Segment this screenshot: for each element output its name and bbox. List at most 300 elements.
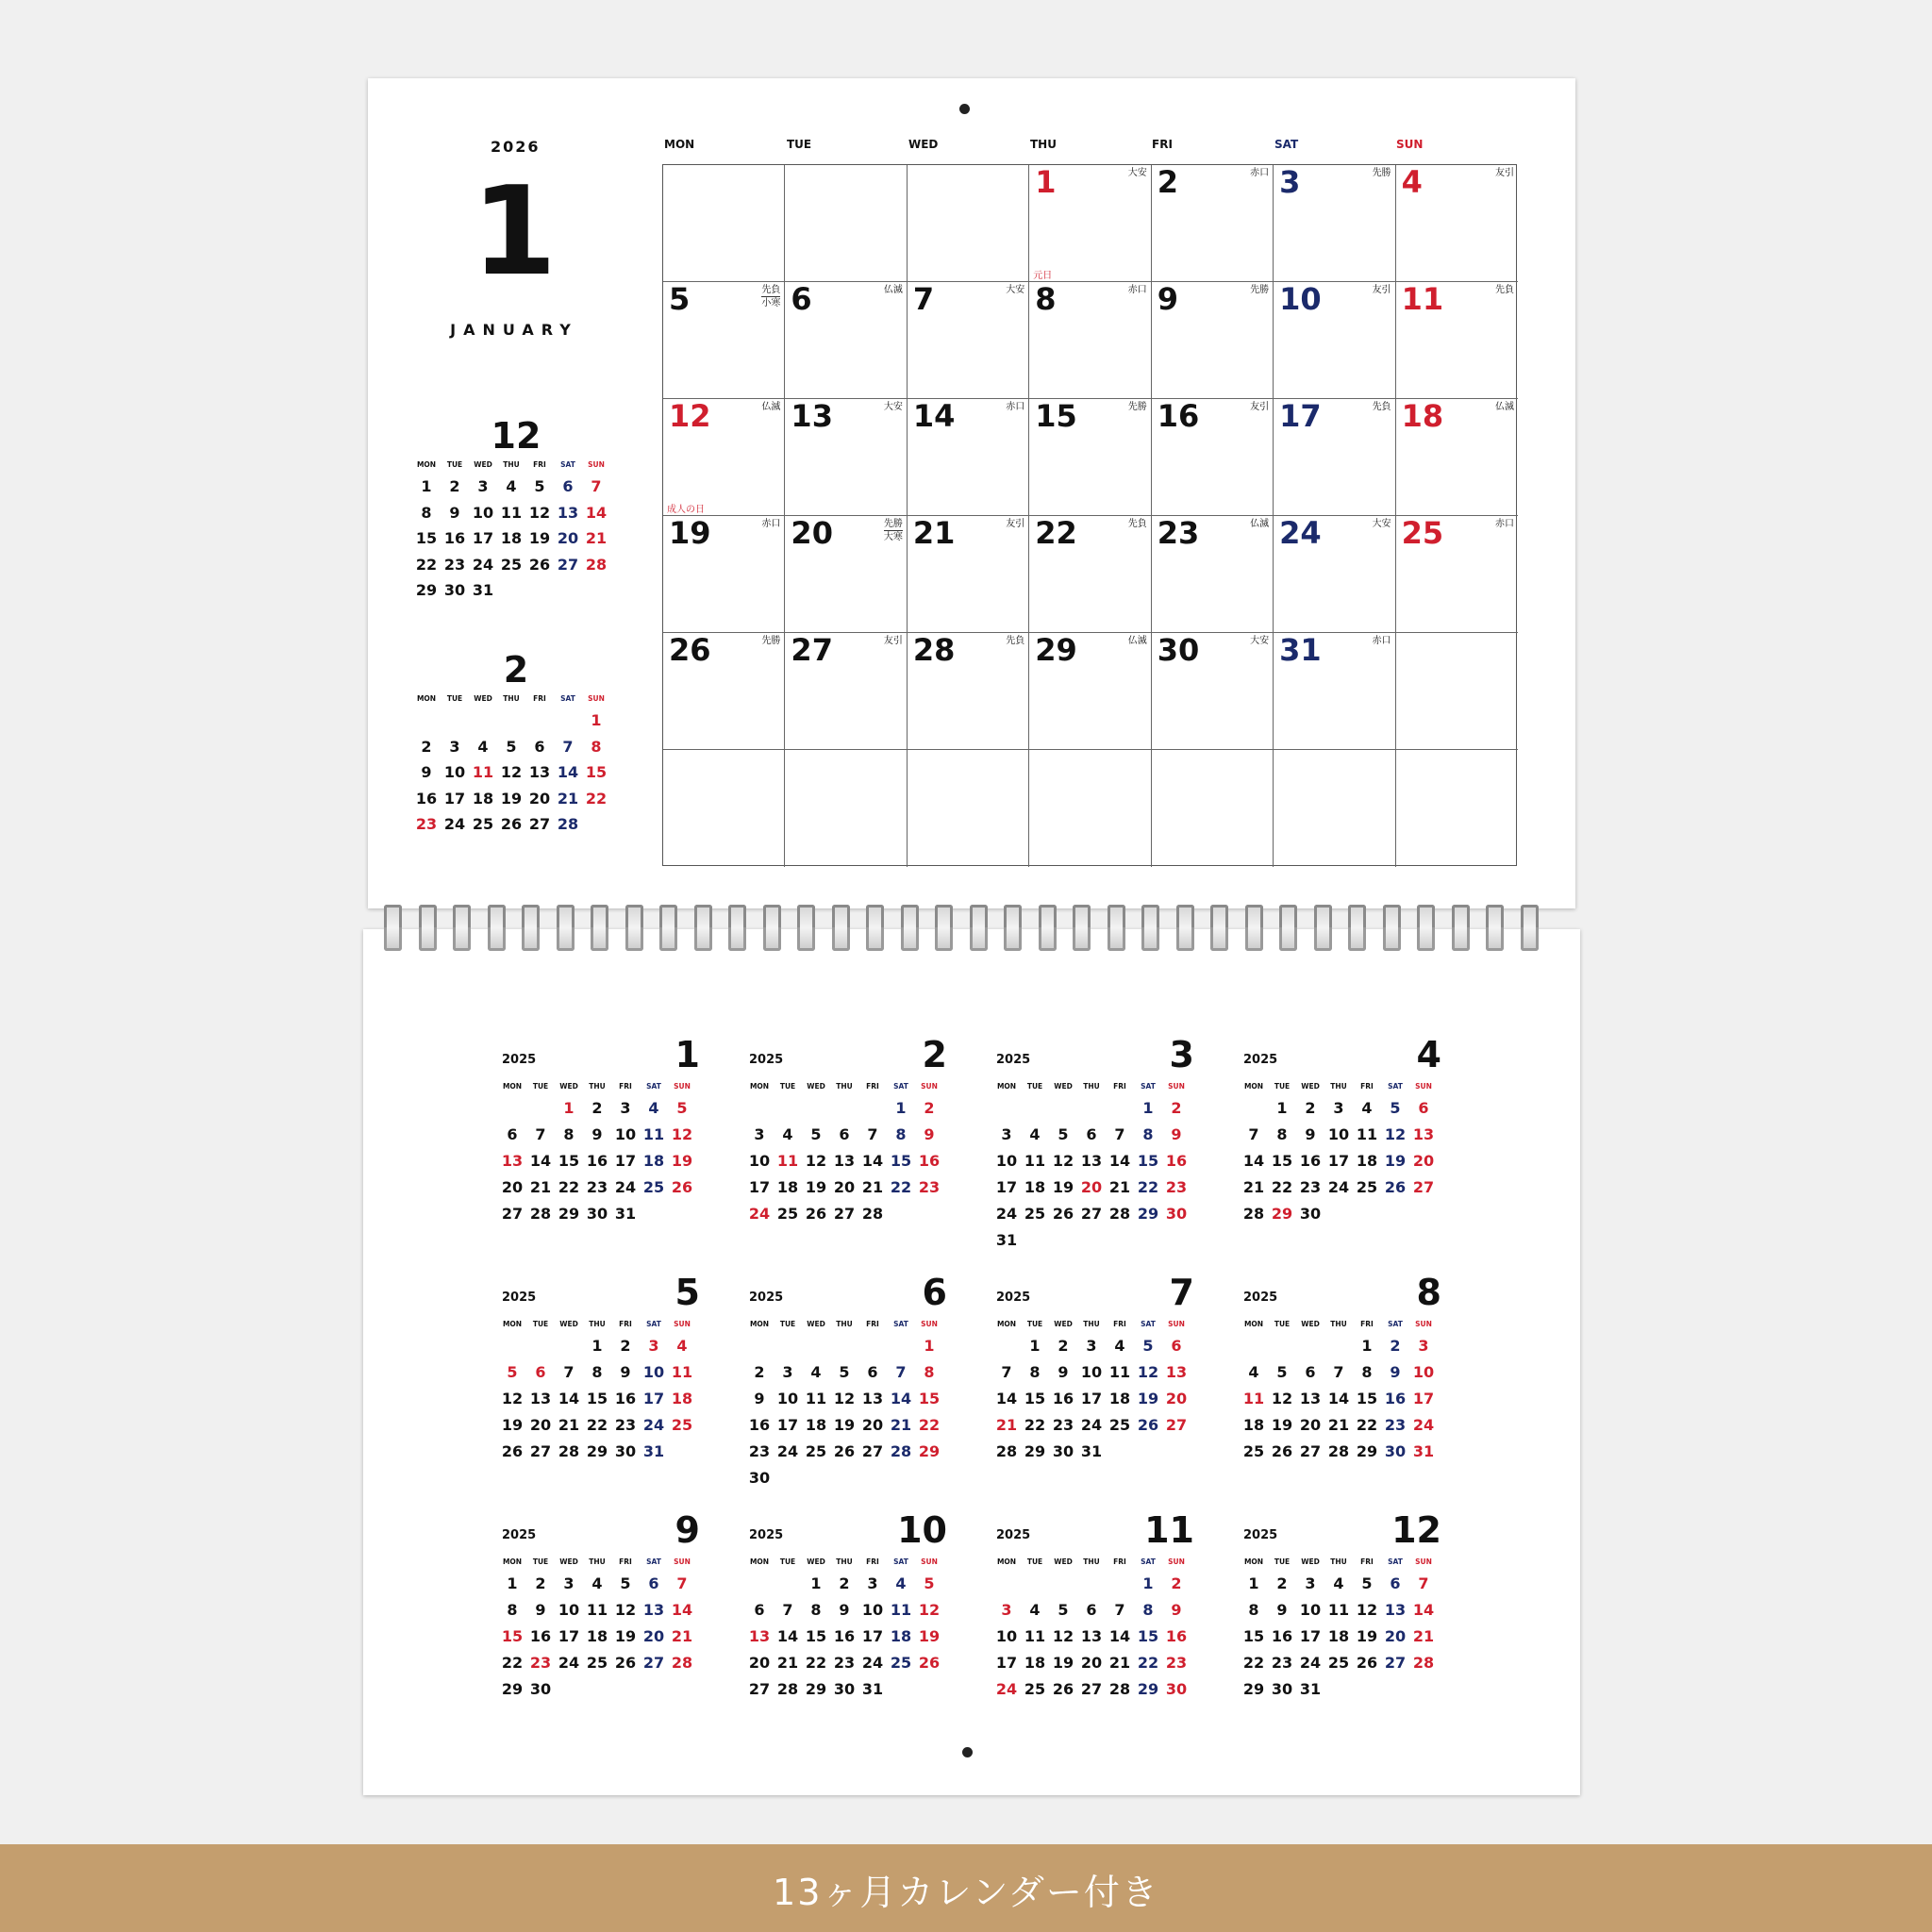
mini-day: 8 (895, 1125, 907, 1143)
mini-day: 14 (1242, 1152, 1265, 1170)
mini-day: 20 (1412, 1152, 1435, 1170)
day-cell (908, 399, 1029, 516)
rokuyo-label: 赤口 (1006, 402, 1025, 412)
mini-day: 10 (995, 1627, 1018, 1645)
coil-top (557, 905, 575, 928)
day-number: 12 (669, 398, 711, 434)
mini-day: 3 (648, 1337, 659, 1355)
mini-day: 21 (1412, 1627, 1435, 1645)
mini-day: 1 (1248, 1574, 1259, 1592)
mini-day: 21 (890, 1416, 912, 1434)
mini-day: 27 (833, 1205, 856, 1223)
mini-day: 13 (1299, 1390, 1322, 1407)
mini-day: 29 (1242, 1680, 1265, 1698)
day-cell (663, 282, 785, 399)
mini-day: 7 (562, 737, 574, 756)
coil-bottom (625, 927, 643, 951)
day-number: 18 (1401, 398, 1444, 434)
mini-day: 29 (1137, 1680, 1159, 1698)
mini-day: 15 (1356, 1390, 1378, 1407)
mini-day: 30 (748, 1469, 771, 1487)
mini-day: 9 (1171, 1601, 1182, 1619)
mini-day: 16 (1165, 1627, 1188, 1645)
mini-day: 23 (1165, 1654, 1188, 1672)
rokuyo-label: 赤口 (1494, 519, 1514, 529)
coil-bottom (591, 927, 608, 951)
day-cell (1029, 399, 1151, 516)
mini-weekday: THU (1330, 1320, 1347, 1328)
coil-bottom (488, 927, 506, 951)
mini-day: 7 (535, 1125, 546, 1143)
mini-weekday: SAT (893, 1320, 908, 1328)
mini-day: 11 (1327, 1601, 1350, 1619)
mini-weekday: WED (1301, 1320, 1320, 1328)
coil-top (797, 905, 815, 928)
mini-day: 18 (1024, 1178, 1046, 1196)
day-cell (1152, 399, 1274, 516)
weekday-label: FRI (1152, 138, 1173, 151)
mini-day: 9 (1171, 1125, 1182, 1143)
mini-day: 19 (918, 1627, 941, 1645)
mini-day: 1 (563, 1099, 575, 1117)
mini-month-number: 6 (922, 1272, 947, 1313)
mini-weekday: WED (559, 1082, 578, 1091)
binding-coil (761, 905, 777, 952)
mini-day: 25 (642, 1178, 665, 1196)
mini-day: 23 (415, 815, 438, 833)
mini-day: 3 (1418, 1337, 1429, 1355)
mini-weekday: FRI (1113, 1082, 1126, 1091)
mini-day: 2 (1171, 1574, 1182, 1592)
mini-day: 17 (861, 1627, 884, 1645)
day-number: 23 (1157, 515, 1200, 551)
mini-day: 24 (861, 1654, 884, 1672)
mini-weekday: FRI (533, 694, 546, 703)
day-cell (1152, 282, 1274, 399)
mini-weekday: FRI (1113, 1320, 1126, 1328)
mini-day: 12 (1384, 1125, 1407, 1143)
day-number: 1 (1035, 164, 1057, 200)
mini-day: 9 (1305, 1125, 1316, 1143)
mini-day: 5 (534, 477, 545, 495)
binding-coil (1243, 905, 1259, 952)
mini-day: 13 (1165, 1363, 1188, 1381)
mini-day: 22 (1356, 1416, 1378, 1434)
mini-day: 26 (1052, 1205, 1074, 1223)
coil-top (1279, 905, 1297, 928)
mini-day: 21 (557, 789, 579, 808)
day-cell (1396, 750, 1518, 867)
mini-day: 8 (421, 503, 432, 522)
coil-bottom (1004, 927, 1022, 951)
mini-day: 26 (1384, 1178, 1407, 1196)
day-number: 11 (1401, 281, 1444, 317)
binding-coil (589, 905, 605, 952)
day-cell (785, 165, 907, 282)
day-number: 20 (791, 515, 833, 551)
mini-weekday: SUN (921, 1320, 938, 1328)
mini-day: 28 (671, 1654, 693, 1672)
mini-day: 31 (472, 581, 494, 599)
day-number: 4 (1401, 164, 1423, 200)
rokuyo-label: 赤口 (761, 519, 781, 529)
mini-day: 19 (528, 529, 551, 547)
mini-year: 2025 (996, 1053, 1031, 1067)
mini-weekday: TUE (1274, 1082, 1291, 1091)
mini-day: 14 (776, 1627, 799, 1645)
mini-day: 27 (1080, 1680, 1103, 1698)
day-number: 22 (1035, 515, 1077, 551)
mini-weekday: THU (836, 1082, 853, 1091)
mini-day: 12 (1137, 1363, 1159, 1381)
mini-day: 14 (558, 1390, 580, 1407)
mini-day: 9 (1276, 1601, 1288, 1619)
coil-top (384, 905, 402, 928)
mini-day: 21 (558, 1416, 580, 1434)
binding-coil (1312, 905, 1328, 952)
day-number: 17 (1279, 398, 1322, 434)
weekday-label: THU (1030, 138, 1057, 151)
mini-day: 11 (1024, 1627, 1046, 1645)
mini-day: 17 (1080, 1390, 1103, 1407)
mini-weekday: WED (1054, 1557, 1073, 1566)
mini-month-number: 1 (675, 1034, 700, 1075)
day-cell (1152, 165, 1274, 282)
mini-day: 7 (1001, 1363, 1012, 1381)
mini-day: 10 (1412, 1363, 1435, 1381)
mini-day: 25 (1024, 1680, 1046, 1698)
mini-weekday: TUE (1274, 1557, 1291, 1566)
mini-day: 20 (1384, 1627, 1407, 1645)
mini-weekday: MON (749, 1082, 770, 1091)
coil-top (488, 905, 506, 928)
mini-day: 6 (1171, 1337, 1182, 1355)
mini-day: 23 (1052, 1416, 1074, 1434)
mini-day: 21 (529, 1178, 552, 1196)
mini-day: 1 (1142, 1099, 1154, 1117)
mini-day: 8 (1361, 1363, 1373, 1381)
mini-day: 4 (591, 1574, 603, 1592)
mini-day: 12 (528, 503, 551, 522)
mini-day: 5 (1390, 1099, 1401, 1117)
binding-coil (1277, 905, 1293, 952)
mini-day: 11 (1242, 1390, 1265, 1407)
mini-weekday: TUE (779, 1082, 796, 1091)
mini-day: 19 (501, 1416, 524, 1434)
rokuyo-label: 先負 (1372, 402, 1391, 412)
rokuyo-label: 友引 (1006, 519, 1025, 529)
binding-coil (830, 905, 846, 952)
mini-day: 16 (833, 1627, 856, 1645)
rokuyo-label: 仏滅 (1127, 636, 1147, 646)
day-cell (785, 750, 907, 867)
coil-bottom (453, 927, 471, 951)
mini-day: 2 (591, 1099, 603, 1117)
mini-day: 10 (1080, 1363, 1103, 1381)
mini-day: 4 (477, 737, 489, 756)
day-number: 26 (669, 632, 711, 668)
mini-day: 8 (507, 1601, 518, 1619)
mini-day: 16 (443, 529, 466, 547)
mini-day: 3 (1001, 1125, 1012, 1143)
binding-coil (795, 905, 811, 952)
weekday-label: MON (664, 138, 695, 151)
mini-day: 24 (472, 555, 494, 574)
mini-day: 25 (472, 815, 494, 833)
binding-coil (624, 905, 640, 952)
mini-day: 27 (748, 1680, 771, 1698)
mini-day: 1 (1029, 1337, 1041, 1355)
mini-day: 31 (995, 1231, 1018, 1249)
mini-day: 5 (924, 1574, 935, 1592)
mini-day: 14 (1108, 1152, 1131, 1170)
mini-day: 22 (501, 1654, 524, 1672)
mini-day: 7 (563, 1363, 575, 1381)
coil-bottom (832, 927, 850, 951)
coil-top (1486, 905, 1504, 928)
mini-day: 9 (1390, 1363, 1401, 1381)
mini-day: 29 (1271, 1205, 1293, 1223)
binding-coil (1037, 905, 1053, 952)
mini-day: 26 (1137, 1416, 1159, 1434)
mini-day: 7 (895, 1363, 907, 1381)
mini-day: 3 (1001, 1601, 1012, 1619)
mini-day: 2 (1276, 1574, 1288, 1592)
mini-weekday: THU (836, 1320, 853, 1328)
coil-bottom (1039, 927, 1057, 951)
mini-day: 19 (1052, 1654, 1074, 1672)
mini-day: 16 (586, 1152, 608, 1170)
day-number: 27 (791, 632, 833, 668)
day-number: 28 (912, 632, 956, 668)
day-number: 19 (669, 515, 711, 551)
mini-month-number: 8 (1416, 1272, 1441, 1313)
mini-day: 2 (421, 737, 432, 756)
coil-bottom (1108, 927, 1125, 951)
rokuyo-label: 仏滅 (1250, 519, 1270, 529)
rokuyo-label: 仏滅 (1494, 402, 1514, 412)
mini-day: 26 (918, 1654, 941, 1672)
mini-weekday: SUN (674, 1082, 691, 1091)
coil-top (1176, 905, 1194, 928)
mini-day: 15 (1137, 1152, 1159, 1170)
mini-day: 29 (1137, 1205, 1159, 1223)
mini-month-number: 2 (922, 1034, 947, 1075)
coil-top (419, 905, 437, 928)
rokuyo-label: 先勝 (1127, 402, 1147, 412)
mini-day: 16 (748, 1416, 771, 1434)
mini-day: 28 (776, 1680, 799, 1698)
mini-day: 5 (620, 1574, 631, 1592)
mini-day: 6 (1305, 1363, 1316, 1381)
mini-day: 17 (1412, 1390, 1435, 1407)
mini-day: 24 (443, 815, 466, 833)
coil-bottom (384, 927, 402, 951)
day-number: 6 (791, 281, 812, 317)
mini-day: 14 (890, 1390, 912, 1407)
day-cell (1274, 516, 1395, 633)
binding-coil (933, 905, 949, 952)
mini-weekday: SUN (674, 1557, 691, 1566)
mini-weekday: FRI (1360, 1320, 1374, 1328)
coil-bottom (1452, 927, 1470, 951)
mini-day: 20 (833, 1178, 856, 1196)
mini-day: 21 (995, 1416, 1018, 1434)
mini-weekday: WED (559, 1557, 578, 1566)
mini-day: 16 (1052, 1390, 1074, 1407)
mini-day: 9 (924, 1125, 935, 1143)
mini-day: 23 (918, 1178, 941, 1196)
day-cell (908, 633, 1029, 750)
footer-banner (0, 1844, 1932, 1932)
mini-day: 19 (1271, 1416, 1293, 1434)
mini-day: 30 (443, 581, 466, 599)
coil-top (901, 905, 919, 928)
mini-weekday: SAT (1388, 1557, 1403, 1566)
mini-weekday: MON (502, 1557, 523, 1566)
mini-weekday: TUE (1026, 1320, 1043, 1328)
mini-weekday: SAT (1388, 1320, 1403, 1328)
mini-day: 25 (671, 1416, 693, 1434)
day-number: 8 (1035, 281, 1057, 317)
binding-coil (451, 905, 467, 952)
mini-day: 4 (1333, 1574, 1344, 1592)
mini-weekday: SUN (674, 1320, 691, 1328)
mini-day: 1 (421, 477, 432, 495)
rokuyo-label: 先負 (1127, 519, 1147, 529)
mini-day: 14 (861, 1152, 884, 1170)
mini-day: 18 (500, 529, 523, 547)
mini-weekday: THU (1330, 1557, 1347, 1566)
mini-day: 18 (472, 789, 494, 808)
rokuyo-label: 大安 (1127, 168, 1147, 178)
mini-weekday: MON (416, 694, 437, 703)
mini-year: 2025 (996, 1291, 1031, 1305)
mini-day: 18 (890, 1627, 912, 1645)
mini-day: 6 (1086, 1601, 1097, 1619)
mini-weekday: FRI (866, 1082, 879, 1091)
mini-day: 19 (1137, 1390, 1159, 1407)
mini-day: 3 (867, 1574, 878, 1592)
mini-day: 30 (614, 1442, 637, 1460)
mini-day: 31 (1080, 1442, 1103, 1460)
rokuyo-label: 大安 (1250, 636, 1270, 646)
mini-day: 23 (833, 1654, 856, 1672)
mini-day: 15 (586, 1390, 608, 1407)
mini-day: 5 (1276, 1363, 1288, 1381)
coil-bottom (728, 927, 746, 951)
day-cell (1152, 633, 1274, 750)
binding-coil (1208, 905, 1224, 952)
day-cell (663, 516, 785, 633)
mini-day: 13 (1412, 1125, 1435, 1143)
rokuyo-label: 先勝 (1372, 168, 1391, 178)
holiday-label: 成人の日 (667, 505, 705, 515)
mini-weekday: TUE (1026, 1557, 1043, 1566)
mini-day: 4 (895, 1574, 907, 1592)
mini-day: 24 (1412, 1416, 1435, 1434)
mini-day: 26 (500, 815, 523, 833)
spiral-binding (382, 901, 1571, 959)
day-cell (1396, 399, 1518, 516)
mini-day: 22 (1137, 1178, 1159, 1196)
mini-weekday: TUE (532, 1082, 549, 1091)
mini-day: 17 (748, 1178, 771, 1196)
coil-bottom (1210, 927, 1228, 951)
mini-day: 10 (558, 1601, 580, 1619)
mini-day: 19 (671, 1152, 693, 1170)
mini-day: 14 (557, 763, 579, 781)
day-cell (1396, 633, 1518, 750)
mini-day: 14 (529, 1152, 552, 1170)
mini-day: 4 (1029, 1601, 1041, 1619)
mini-day: 26 (1052, 1680, 1074, 1698)
mini-day: 18 (642, 1152, 665, 1170)
mini-day: 31 (1412, 1442, 1435, 1460)
mini-day: 4 (648, 1099, 659, 1117)
mini-day: 11 (890, 1601, 912, 1619)
mini-day: 22 (415, 555, 438, 574)
mini-day: 6 (839, 1125, 850, 1143)
rokuyo-label: 仏滅 (883, 285, 903, 295)
mini-day: 5 (507, 1363, 518, 1381)
day-cell (1274, 165, 1395, 282)
coil-top (453, 905, 471, 928)
mini-day: 26 (501, 1442, 524, 1460)
mini-day: 12 (1271, 1390, 1293, 1407)
mini-weekday: MON (416, 460, 437, 469)
mini-day: 3 (1305, 1574, 1316, 1592)
coil-bottom (1486, 927, 1504, 951)
rokuyo-label: 仏滅 (761, 402, 781, 412)
mini-day: 4 (810, 1363, 822, 1381)
mini-day: 19 (1356, 1627, 1378, 1645)
day-number: 30 (1157, 632, 1200, 668)
mini-day: 7 (1248, 1125, 1259, 1143)
mini-day: 3 (477, 477, 489, 495)
coil-top (1383, 905, 1401, 928)
mini-day: 4 (1029, 1125, 1041, 1143)
mini-weekday: TUE (1274, 1320, 1291, 1328)
day-cell (1029, 633, 1151, 750)
rokuyo-label: 先負 (761, 285, 781, 295)
mini-weekday: MON (749, 1320, 770, 1328)
mini-day: 15 (805, 1627, 827, 1645)
mini-day: 22 (890, 1178, 912, 1196)
day-cell (1029, 516, 1151, 633)
mini-day: 11 (671, 1363, 693, 1381)
mini-weekday: TUE (779, 1557, 796, 1566)
coil-top (1521, 905, 1539, 928)
mini-day: 13 (529, 1390, 552, 1407)
binding-coil (1450, 905, 1466, 952)
day-number: 3 (1279, 164, 1301, 200)
mini-day: 14 (585, 503, 608, 522)
coil-bottom (935, 927, 953, 951)
mini-day: 25 (805, 1442, 827, 1460)
mini-day: 7 (591, 477, 602, 495)
coil-bottom (1176, 927, 1194, 951)
mini-day: 5 (1058, 1601, 1069, 1619)
mini-day: 10 (614, 1125, 637, 1143)
mini-day: 6 (1086, 1125, 1097, 1143)
mini-weekday: WED (1301, 1557, 1320, 1566)
mini-weekday: SAT (1141, 1082, 1156, 1091)
hanging-hole (959, 104, 970, 114)
mini-day: 5 (1142, 1337, 1154, 1355)
month-grid (662, 164, 1517, 866)
mini-day: 13 (1080, 1627, 1103, 1645)
